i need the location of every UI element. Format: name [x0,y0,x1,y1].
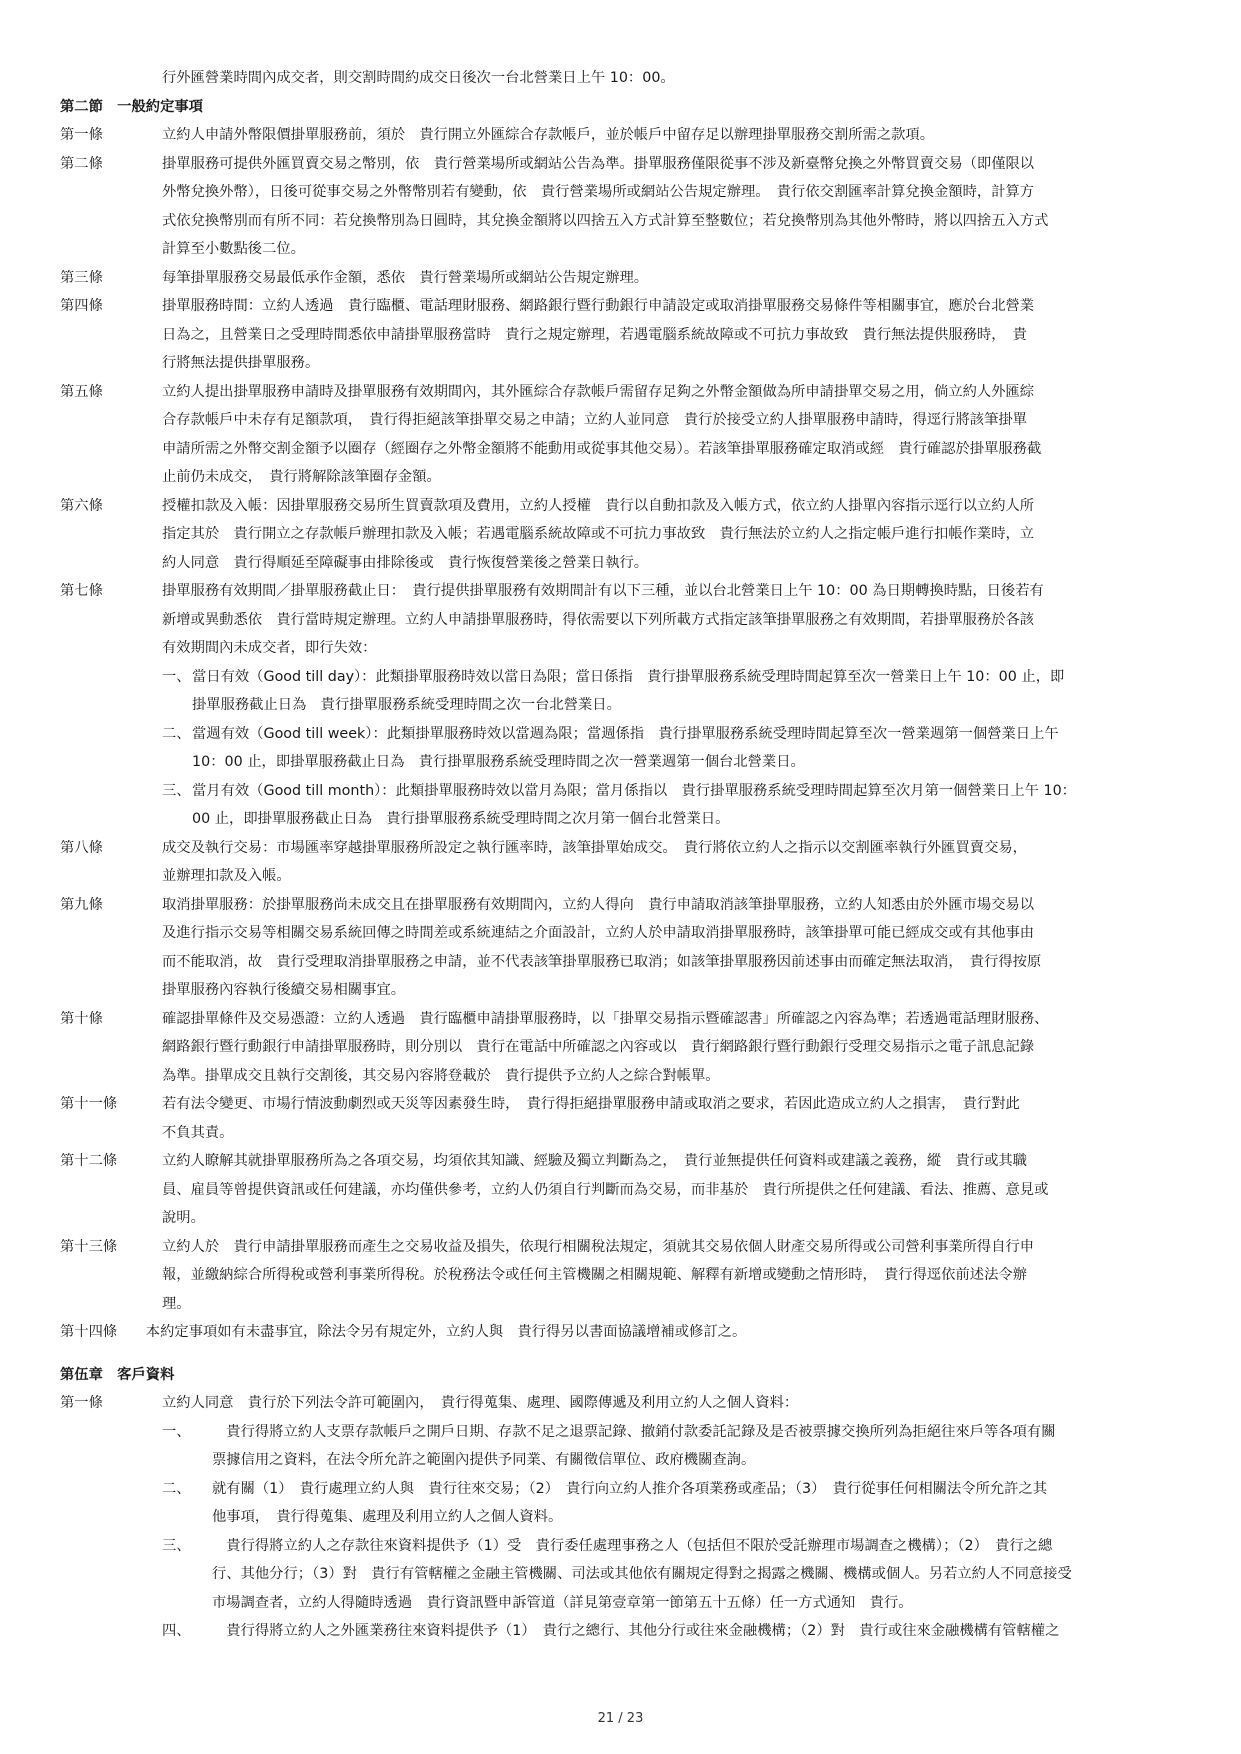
text-line: 立約人瞭解其就掛單服務所為之各項交易，均須依其知識、經驗及獨立判斷為之， 貴行並無提供任何資料或建議之義務，縱 貴行或其職 [162,1153,1027,1169]
item-number: 一、 [162,668,191,685]
article [60,292,1190,378]
text-line: 00 止，即掛單服務截止日為 貴行掛單服務系統受理時間之次月第一個台北營業日。 [192,811,730,827]
article-number: 第一條 [60,1395,103,1411]
text-line: 市場調查者，立約人得隨時透過 貴行資訊暨申訴管道（詳見第壹章第一節第五十五條）任一方式通知 貴行。 [212,1594,913,1611]
article [60,264,1190,293]
article-text [162,1005,1190,1091]
list-item [60,1617,1190,1646]
page-number: 21 / 23 [597,1711,644,1726]
text-line: 申請所需之外幣交割金額予以圈存（經圈存之外幣金額將不能動用或從事其他交易）。若該筆掛單服務確定取消或經 貴行確認於掛單服務截 [162,440,1042,457]
text-line: 取消掛單服務：於掛單服務尚未成交且在掛單服務有效期間內，立約人得向 貴行申請取消該筆掛單服務，立約人知悉由於外匯市場交易以 [162,896,1035,913]
article-text [162,492,1190,578]
list-item [60,777,1190,834]
item-text [192,663,1190,720]
article-number: 第十三條 [60,1238,118,1255]
article-text [162,1147,1190,1233]
article-number: 第七條 [60,583,103,599]
article-14: 第十四條 本約定事項如有未盡事宜，除法令另有規定外，立約人與 貴行得另以書面協議增補或修訂之。 [60,1324,747,1340]
text-line: 不負其責。 [162,1124,234,1141]
text-line: 當月有效（Good till month）：此類掛單服務時效以當月為限；當月係指以 貴行掛單服務系統受理時間起算至次月第一個營業日上午 10： [192,782,1076,799]
list-item [60,1418,1190,1475]
text-line: 他事項， 貴行得蒐集、處理及利用立約人之個人資料。 [212,1509,563,1525]
text-line: 理。 [162,1295,191,1312]
text-line: 掛單服務內容執行後續交易相關事宜。 [162,982,406,998]
article-text [162,834,1190,891]
text-line: 掛單服務時間：立約人透過 貴行臨櫃、電話理財服務、網路銀行暨行動銀行申請設定或取消掛單服務交易條件等相關事宜，應於台北營業 [162,298,1035,314]
article-number: 第二條 [60,155,103,172]
text-line: 當週有效（Good till week）：此類掛單服務時效以當週為限；當週係指 貴行掛單服務系統受理時間起算至次一營業週第一個營業日上午 [192,725,1059,742]
article-text [162,292,1190,378]
text-line: 若有法令變更、市場行情波動劇烈或天災等因素發生時， 貴行得拒絕掛單服務申請或取消之要求，若因此造成立約人之損害， 貴行對此 [162,1096,1020,1112]
article-text [162,264,1190,293]
article [60,577,1190,663]
article-text [162,150,1190,264]
article-number: 第四條 [60,298,103,314]
chapter5-article1 [60,1389,1190,1418]
article-number: 第五條 [60,383,103,400]
text-line: 掛單服務截止日為 貴行掛單服務系統受理時間之次一台北營業日。 [192,697,621,713]
article [60,492,1190,578]
article [60,1147,1190,1233]
text-line: 票據信用之資料，在法令所允許之範圍內提供予同業、有關徵信單位、政府機關查詢。 [212,1452,756,1468]
item-text [212,1418,1190,1475]
text-line: 授權扣款及入帳：因掛單服務交易所生買賣款項及費用，立約人授權 貴行以自動扣款及入帳方式，依立約人掛單內容指示逕行以立約人所 [162,497,1035,514]
text-line: 成交及執行交易：市場匯率穿越掛單服務所設定之執行匯率時，該筆掛單始成交。 貴行將依立約人之指示以交割匯率執行外匯買賣交易， [162,839,1027,856]
spacer [60,1347,1190,1361]
article [60,121,1190,150]
text-line: 行、其他分行；（3）對 貴行有管轄權之金融主管機關、司法或其他依有關規定得對之揭露之機關、機構或個人。另若立約人不同意接受 [212,1566,1072,1582]
section2-articles [60,121,1190,663]
article-number: 第九條 [60,896,103,913]
text-line: 計算至小數點後二位。 [162,241,305,257]
text-line: 外幣兌換外幣），日後可從事交易之外幣幣別若有變動，依 貴行營業場所或網站公告規定辦理。 貴行依交割匯率計算兌換金額時，計算方 [162,184,1035,200]
section-heading: 第二節 一般約定事項 [60,98,203,115]
continued-text: 行外匯營業時間內成交者，則交割時間約成交日後次一台北營業日上午 10：00。 [162,70,675,86]
text-line: 新增或異動悉依 貴行當時規定辦理。立約人申請掛單服務時，得依需要以下列所載方式指定該筆掛單服務之有效期間，若掛單服務於各該 [162,611,1035,628]
list-item [60,663,1190,720]
article [60,834,1190,891]
item-text [212,1475,1190,1532]
article-text [162,378,1190,492]
text-line: 掛單服務有效期間／掛單服務截止日： 貴行提供掛單服務有效期間計有以下三種，並以台北營業日上午 10：00 為日期轉換時點，日後若有 [162,583,1044,599]
text-line: 當日有效（Good till day）：此類掛單服務時效以當日為限；當日係指 貴行掛單服務系統受理時間起算至次一營業日上午 10：00 止，即 [192,668,1065,685]
article-number: 第三條 [60,269,103,286]
item-text [212,1617,1190,1646]
item-text [192,720,1190,777]
text-line: 貴行得將立約人之外匯業務往來資料提供予（1） 貴行之總行、其他分行或往來金融機構；（2）對 貴行或往來金融機構有管轄權之 [212,1623,1060,1639]
text-line: 止前仍未成交， 貴行將解除該筆圈存金額。 [162,469,441,485]
text-line: 貴行得將立約人支票存款帳戶之開戶日期、存款不足之退票記錄、撤銷付款委託記錄及是否被票據交換所列為拒絕往來戶等各項有關 [212,1423,1056,1440]
text-line: 立約人提出掛單服務申請時及掛單服務有效期間內，其外匯綜合存款帳戶需留存足夠之外幣金額做為所申請掛單交易之用，倘立約人外匯綜 [162,383,1035,400]
text-line: 指定其於 貴行開立之存款帳戶辦理扣款及入帳；若遇電腦系統故障或不可抗力事故致 貴行無法於立約人之指定帳戶進行扣帳作業時，立 [162,526,1035,542]
article-text [162,1090,1190,1147]
article-number: 第八條 [60,839,103,856]
list-item [60,1475,1190,1532]
item-number: 四、 [162,1623,191,1639]
text-line: 每筆掛單服務交易最低承作金額，悉依 貴行營業場所或網站公告規定辦理。 [162,269,649,286]
item-number: 三、 [162,1537,191,1554]
text-line: 立約人申請外幣限價掛單服務前，須於 貴行開立外匯綜合存款帳戶，並於帳戶中留存足以辦理掛單服務交割所需之款項。 [162,127,935,143]
item-number: 二、 [162,725,191,742]
text-line: 確認掛單條件及交易憑證：立約人透過 貴行臨櫃申請掛單服務時，以「掛單交易指示暨確認書」所確認之內容為準；若透過電話理財服務、 [162,1010,1049,1027]
text-line: 說明。 [162,1210,205,1226]
text-line: 及進行指示交易等相關交易系統回傳之時間差或系統連結之介面設計，立約人於申請取消掛單服務時，該筆掛單可能已經成交或有其他事由 [162,925,1035,941]
text-line: 式依兌換幣別而有所不同：若兌換幣別為日圓時，其兌換金額將以四捨五入方式計算至整數位；若兌換幣別為其他外幣時，將以四捨五入方式 [162,212,1049,229]
text-line: 10：00 止，即掛單服務截止日為 貴行掛單服務系統受理時間之次一營業週第一個台北營業日。 [192,754,805,770]
text-line: 有效期間內未成交者，即行失效： [162,640,377,656]
article [60,378,1190,492]
chapter-heading: 第伍章 客戶資料 [60,1366,175,1383]
article-number: 第十二條 [60,1153,118,1169]
section2-articles-continued [60,834,1190,1319]
text-line: 立約人同意 貴行於下列法令許可範圍內， 貴行得蒐集、處理、國際傳遞及利用立約人之個人資料： [162,1395,799,1411]
article [60,891,1190,1005]
article-text [162,1389,1190,1418]
article-text [162,121,1190,150]
text-line: 而不能取消，故 貴行受理取消掛單服務之申請，並不代表該筆掛單服務已取消；如該筆掛單服務因前述事由而確定無法取消， 貴行得按原 [162,953,1042,970]
article-number: 第六條 [60,497,103,514]
article [60,1090,1190,1147]
text-line: 日為之，且營業日之受理時間悉依申請掛單服務當時 貴行之規定辦理，若遇電腦系統故障或不可抗力事故致 貴行無法提供服務時， 貴 [162,326,1027,343]
text-line: 合存款帳戶中未存有足額款項， 貴行得拒絕該筆掛單交易之申請；立約人並同意 貴行於接受立約人掛單服務申請時，得逕行將該筆掛單 [162,412,1027,428]
article [60,1005,1190,1091]
document-body [60,64,1190,1646]
list-item [60,1532,1190,1618]
text-line: 並辦理扣款及入帳。 [162,868,291,884]
item-number: 一、 [162,1423,191,1440]
article-text [162,1233,1190,1319]
text-line: 約人同意 貴行得順延至障礙事由排除後或 貴行恢復營業後之營業日執行。 [162,554,649,571]
article-text [162,891,1190,1005]
article-number: 第一條 [60,127,103,143]
list-item [60,720,1190,777]
article [60,1389,1190,1418]
chapter5-items [60,1418,1190,1646]
text-line: 立約人於 貴行申請掛單服務而產生之交易收益及損失，依現行相關稅法規定，須就其交易依個人財產交易所得或公司營利事業所得自行申 [162,1238,1035,1255]
text-line: 行將無法提供掛單服務。 [162,355,320,371]
text-line: 員、雇員等曾提供資訊或任何建議，亦均僅供參考，立約人仍須自行判斷而為交易，而非基於 貴行所提供之任何建議、看法、推薦、意見或 [162,1181,1049,1198]
text-line: 就有關（1） 貴行處理立約人與 貴行往來交易；（2） 貴行向立約人推介各項業務或產品；（3） 貴行從事任何相關法令所允許之其 [212,1480,1048,1497]
item-number: 三、 [162,782,191,799]
text-line: 網路銀行暨行動銀行申請掛單服務時，則分別以 貴行在電話中所確認之內容或以 貴行網路銀行暨行動銀行受理交易指示之電子訊息記錄 [162,1039,1035,1055]
text-line: 掛單服務可提供外匯買賣交易之幣別，依 貴行營業場所或網站公告為準。掛單服務僅限從事不涉及新臺幣兌換之外幣買賣交易（即僅限以 [162,155,1035,172]
article-number: 第十條 [60,1010,103,1027]
item-text [192,777,1190,834]
article-number: 第十一條 [60,1096,118,1112]
article-text [162,577,1190,663]
text-line: 為準。掛單成交且執行交割後，其交易內容將登載於 貴行提供予立約人之綜合對帳單。 [162,1067,720,1084]
text-line: 貴行得將立約人之存款往來資料提供予（1）受 貴行委任處理事務之人（包括但不限於受託辦理市場調查之機構）；（2） 貴行之總 [212,1537,1053,1554]
item-number: 二、 [162,1480,191,1497]
text-line: 報，並繳納綜合所得稅或營利事業所得稅。於稅務法令或任何主管機關之相關規範、解釋有新增或變動之情形時， 貴行得逕依前述法令辦 [162,1267,1027,1283]
article [60,1233,1190,1319]
article7-items [60,663,1190,834]
item-text [212,1532,1190,1618]
article [60,150,1190,264]
